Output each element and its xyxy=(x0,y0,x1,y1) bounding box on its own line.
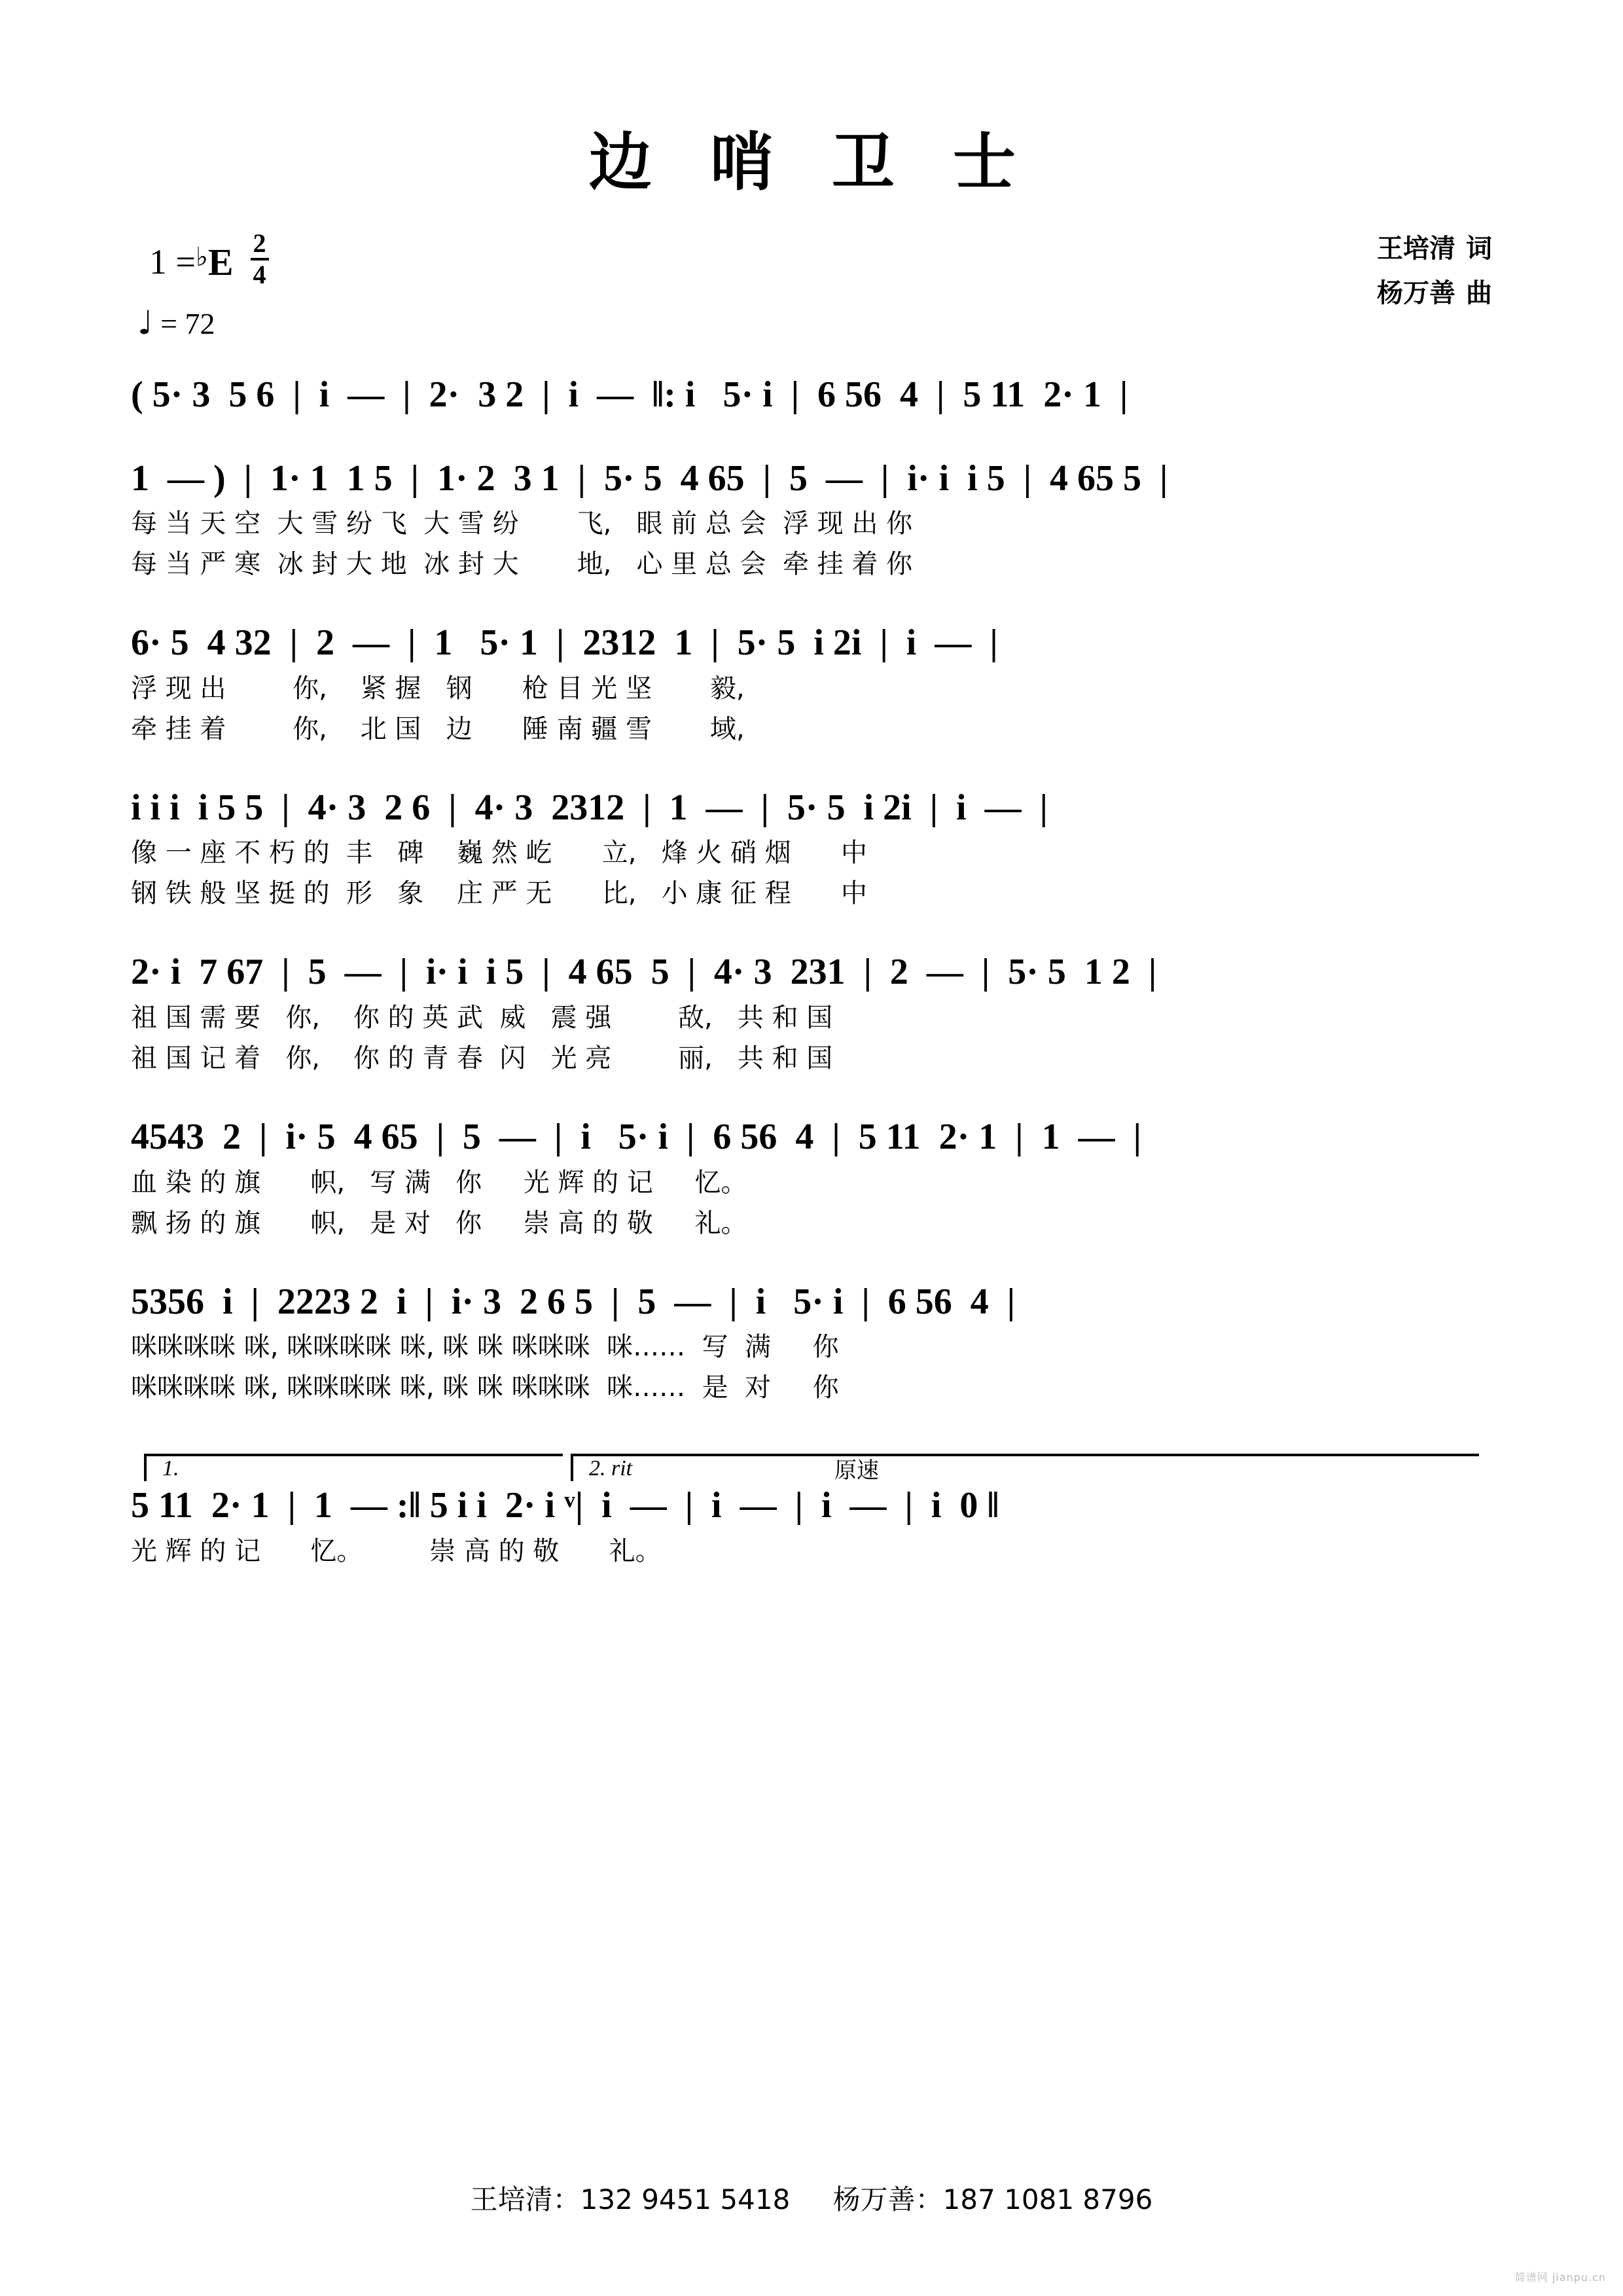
page-title: 边 哨 卫 士 xyxy=(588,125,1035,199)
contact-lyricist: 王培清：132 9451 5418 xyxy=(470,2183,791,2215)
key-note: E xyxy=(207,240,234,283)
lyric-verse-1: 咪咪咪咪 咪, 咪咪咪咪 咪, 咪 咪 咪咪咪 咪…… 写 满 你 xyxy=(131,1332,839,1363)
tempo-primo-label: 原速 xyxy=(834,1458,879,1484)
lyric-verse-2: 咪咪咪咪 咪, 咪咪咪咪 咪, 咪 咪 咪咪咪 咪…… 是 对 你 xyxy=(131,1372,839,1403)
lyric-verse-2: 祖 国 记 着 你, 你 的 青 春 闪 光 亮 丽, 共 和 国 xyxy=(131,1043,833,1073)
music-system-3 xyxy=(131,619,1492,753)
lyricist-line xyxy=(1377,226,1492,271)
meter-numerator: 2 xyxy=(251,230,269,260)
music-system-7 xyxy=(131,1278,1492,1412)
first-ending-bracket xyxy=(144,1454,563,1481)
lyric-verse-1: 血 染 的 旗 帜, 写 满 你 光 辉 的 记 忆。 xyxy=(131,1167,747,1198)
notation-line: 1 — ) | 1· 1 1 5 | 1· 2 3 1 | 5· 5 4 65 | 5 — | i· i i 5 | 4 65 5 | xyxy=(131,457,1168,499)
music-system-5 xyxy=(131,948,1492,1083)
meter-denominator: 4 xyxy=(253,260,266,289)
music-system-4 xyxy=(131,783,1492,918)
notation-line: 5356 i | 2223 2 i | i· 3 2 6 5 | 5 — | i 5· i | 6 56 4 | xyxy=(131,1281,1016,1322)
key-signature xyxy=(149,228,269,291)
lyric-verse-2: 飘 扬 的 旗 帜, 是 对 你 崇 高 的 敬 礼。 xyxy=(131,1208,747,1238)
lyricist-role: 词 xyxy=(1466,233,1492,264)
tempo-value: = 72 xyxy=(160,307,215,340)
music-system-2 xyxy=(131,454,1492,589)
lyric-verse-1: 像 一 座 不 朽 的 丰 碑 巍 然 屹 立, 烽 火 硝 烟 中 xyxy=(131,838,868,869)
music-system-6 xyxy=(131,1113,1492,1247)
composer-line xyxy=(1377,271,1492,315)
lyric-verse-2: 每 当 严 寒 冰 封 大 地 冰 封 大 地, 心 里 总 会 牵 挂 着 你 xyxy=(131,549,913,580)
composer-name: 杨万善 xyxy=(1377,278,1455,308)
tempo-marking xyxy=(137,304,215,342)
flat-icon: ♭ xyxy=(195,242,208,272)
lyricist-name: 王培清 xyxy=(1377,233,1455,264)
notation-line: 4543 2 | i· 5 4 65 | 5 — | i 5· i | 6 56 4 | 5 11 2· 1 | 1 — | xyxy=(131,1116,1141,1157)
notation-line: i i i i 5 5 | 4· 3 2 6 | 4· 3 2312 | 1 — | 5· 5 i 2i | i — | xyxy=(131,787,1048,828)
credits-block xyxy=(1377,226,1492,315)
notation-line: 5 11 2· 1 | 1 — :‖ 5 i i 2· i ᵛ| i — | i — | i — | i 0 ‖ xyxy=(131,1485,999,1526)
music-system-1 xyxy=(131,370,1492,424)
footer-contacts xyxy=(0,2178,1623,2217)
notation-line: 6· 5 4 32 | 2 — | 1 5· 1 | 2312 1 | 5· 5 i 2i | i — | xyxy=(131,622,998,664)
contact-composer: 杨万善：187 1081 8796 xyxy=(832,2183,1153,2215)
first-ending-label: 1. xyxy=(162,1456,179,1481)
music-system-8 xyxy=(131,1481,1492,1575)
ending-brackets xyxy=(131,1442,1492,1484)
lyric-verse-1: 祖 国 需 要 你, 你 的 英 武 威 震 强 敌, 共 和 国 xyxy=(131,1002,833,1033)
lyric-verse-2: 钢 铁 般 坚 挺 的 形 象 庄 严 无 比, 小 康 征 程 中 xyxy=(131,878,868,909)
second-ending-label: 2. rit xyxy=(589,1456,633,1481)
lyric-verse-1: 光 辉 的 记 忆。 崇 高 的 敬 礼。 xyxy=(131,1535,662,1566)
lyric-verse-2: 牵 挂 着 你, 北 国 边 陲 南 疆 雪 域, xyxy=(131,713,745,744)
time-signature xyxy=(251,230,269,288)
quarter-note-icon: ♩ xyxy=(137,304,153,342)
lyric-verse-1: 浮 现 出 你, 紧 握 钢 枪 目 光 坚 毅, xyxy=(131,673,745,704)
lyric-verse-1: 每 当 天 空 大 雪 纷 飞 大 雪 纷 飞, 眼 前 总 会 浮 现 出 你 xyxy=(131,509,913,539)
second-ending-bracket xyxy=(571,1454,1479,1481)
notation-line: ( 5· 3 5 6 | i — | 2· 3 2 | i — ‖: i 5· i | 6 56 4 | 5 11 2· 1 | xyxy=(131,374,1128,415)
watermark: 简谱网 jianpu.cn xyxy=(1514,2271,1606,2284)
notation-line: 2· i 7 67 | 5 — | i· i i 5 | 4 65 5 | 4· 3 231 | 2 — | 5· 5 1 2 | xyxy=(131,952,1157,993)
score-header xyxy=(0,220,1623,370)
key-prefix: 1 = xyxy=(149,242,196,281)
composer-role: 曲 xyxy=(1466,278,1492,308)
